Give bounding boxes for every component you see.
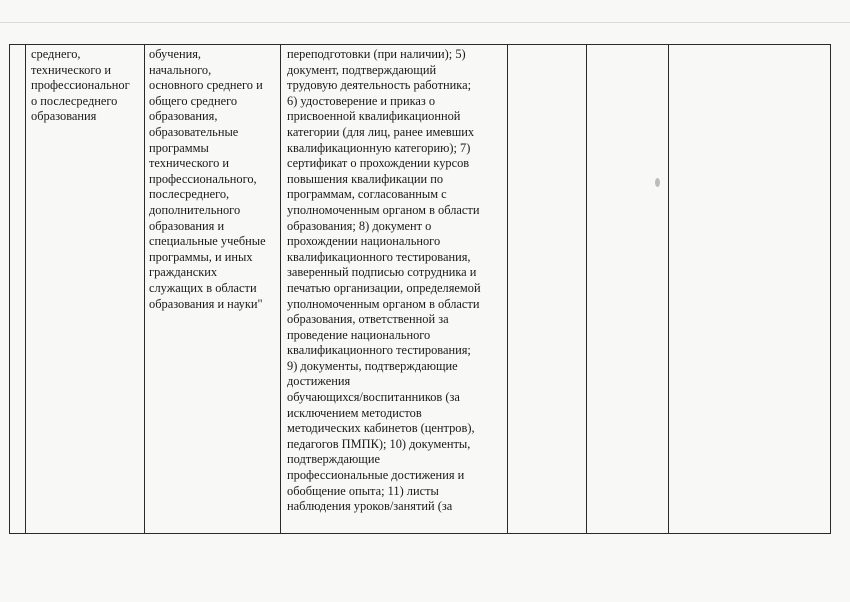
education-level-cell [26,45,145,534]
row-number-cell [10,45,26,534]
empty-cell-3-text [669,45,830,47]
documents-cell [281,45,508,534]
empty-cell-3 [669,45,831,534]
documents-text: переподготовки (при наличии); 5) документ, подтверждающий трудовую деятельность работника; 6) удостоверение и приказ о присвоенной квалификационной категории (для лиц, ранее имевших квалификационную категорию); 7) сертификат о прохождении курсов повышения квалификации по программам, согласованным с уполномоченным органом в области образования; 8) документ о прохождении национального квалификационного тестирования, заверенный подписью сотрудника и печатью организации, определяемой уполномоченным органом в области образования, ответственной за проведение национального квалификационного тестирования; 9) документы, подтверждающие достижения обучающихся/воспитанников (за исключением методистов методических кабинетов (центров), педагогов ПМПК); 10) документы, подтверждающие профессиональные достижения и обобщение опыта; 11) листы наблюдения уроков/занятий (за [287,47,481,514]
programs-text: обучения, начального, основного среднего и общего среднего образования, образовательные программы технического и профессионального, послесреднего, дополнительного образования и специальные учебные программы, и иных гражданских служащих в области образования и науки" [149,47,266,311]
empty-cell-1 [508,45,587,534]
scan-smudge [655,178,660,187]
table-row [10,45,831,534]
scan-artifact-line [0,22,850,23]
empty-cell-2-text [587,45,668,47]
education-level-text: среднего, технического и профессиональног о послесреднего образования [31,47,130,124]
document-table [9,44,831,534]
programs-cell [145,45,281,534]
empty-cell-2 [587,45,669,534]
row-number-text [10,45,25,47]
empty-cell-1-text [508,45,586,47]
